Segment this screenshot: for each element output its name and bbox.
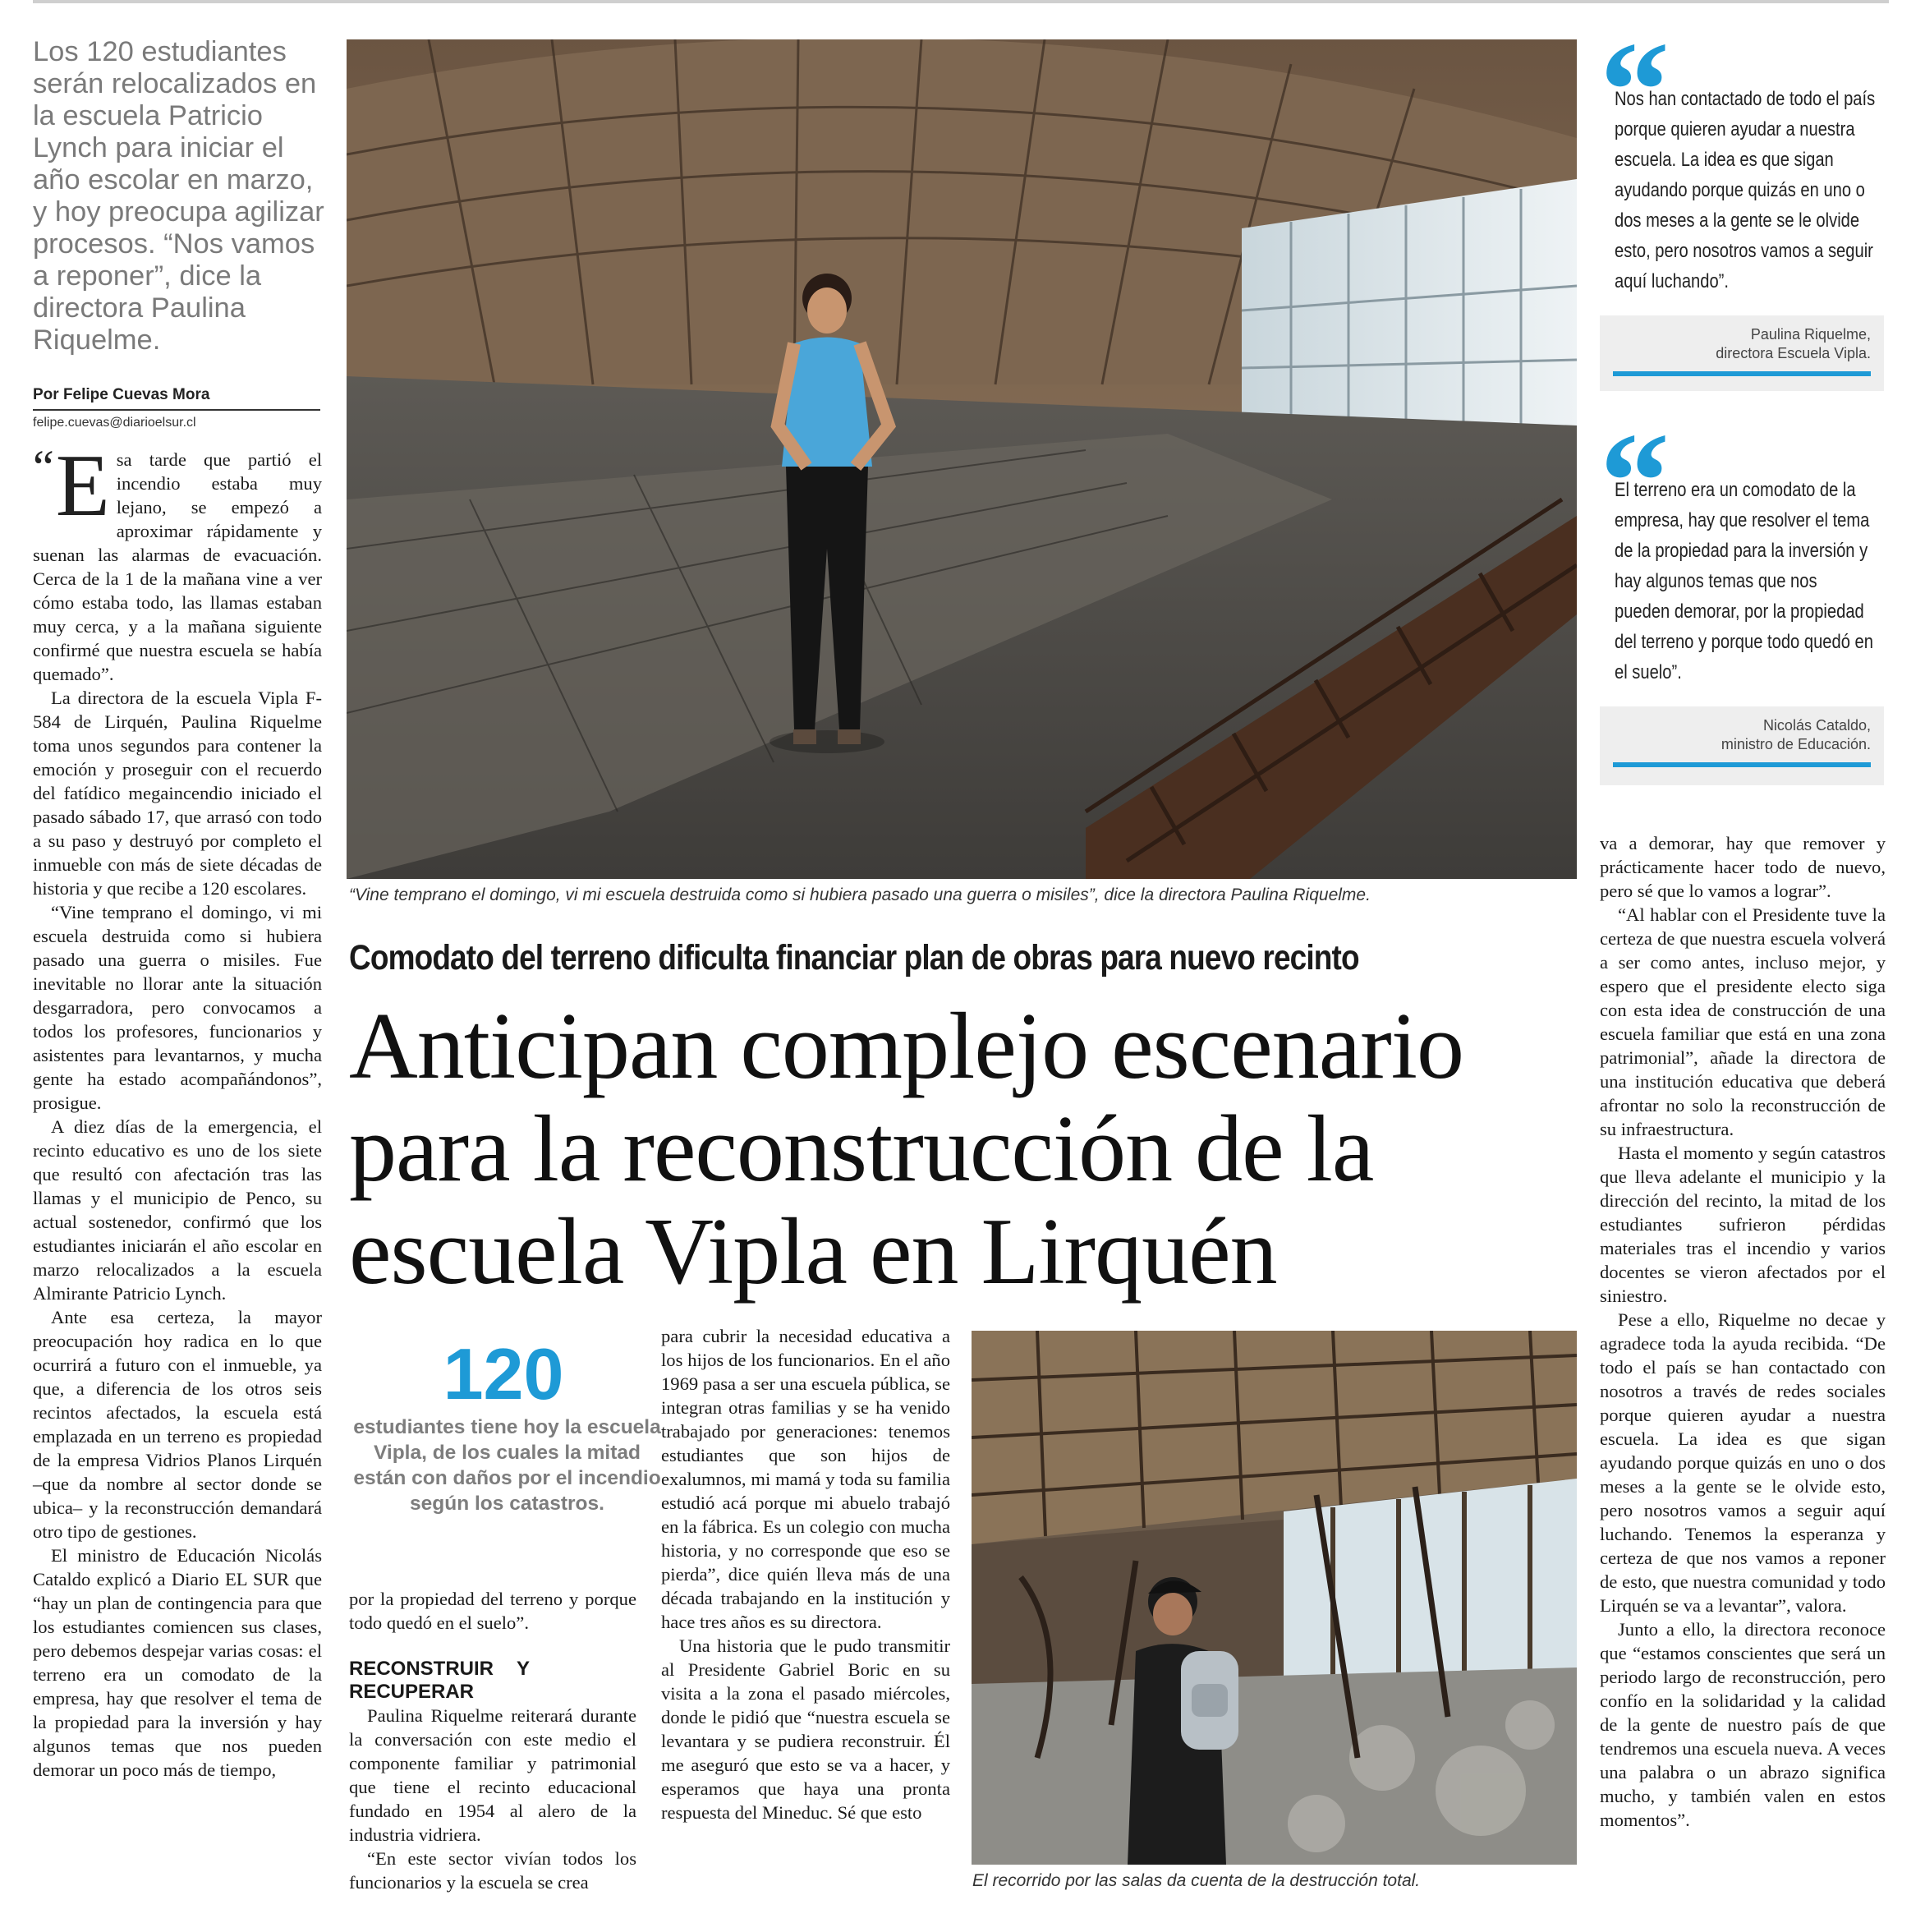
- second-photo-caption: El recorrido por las salas da cuenta de la destrucción total.: [972, 1871, 1421, 1890]
- quote-text: El terreno era un comodato de la empresa, hay que resolver el tema de la propiedad para la inversión y hay algunos temas que nos pueden demorar, por la propiedad del terreno y porque todo quedó en el suelo”.: [1615, 479, 1873, 683]
- paragraph: Junto a ello, la directora reconoce que “estamos conscientes que será un periodo largo de reconstrucción, pero confío en la solidaridad y la calidad de la gente de nuestro país de que tendremos una escuela nueva. A veces una palabra o un abrazo significa mucho, y también valen en estos momentos”.: [1600, 1619, 1886, 1830]
- headline-line-2: para la reconstrucción de la: [349, 1097, 1374, 1202]
- paragraph: va a demorar, hay que remover y prácticamente hacer todo de nuevo, pero sé que lo vamos a lograr”.: [1600, 833, 1886, 901]
- stat-description: estudiantes tiene hoy la escuela Vipla, de los cuales la mitad están con daños por el incendio según los catastros.: [353, 1416, 661, 1515]
- column-4: [1600, 831, 1886, 1832]
- burned-classroom-photo: [972, 1331, 1577, 1865]
- column-3: [661, 1324, 950, 1824]
- headline: [349, 996, 1589, 1304]
- quote-source-role: directora Escuela Vipla.: [1716, 345, 1871, 361]
- paragraph: “Al hablar con el Presidente tuve la certeza de que nuestra escuela volverá a ser como antes, incluso mejor, y espero que el presidente electo siga con esta idea de construcción de una escuela familiar que está en una zona patrimonial”, añade la directora de una institución educativa que deberá afrontar no solo la reconstrucción de su infraestructura.: [1600, 904, 1886, 1139]
- paragraph: Paulina Riquelme reiterará durante la conversación con este medio el componente familiar y patrimonial que tiene el recinto educacional fundado en 1954 al alero de la industria vidriera.: [349, 1705, 636, 1845]
- open-quote-glyph: “: [33, 440, 54, 494]
- quote-box-2: [1600, 404, 1884, 789]
- paragraph: “Vine temprano el domingo, vi mi escuela destruida como si hubiera pasado una guerra o misiles. Fue inevitable no llorar ante la situación desgarradora, pero convocamos a todos los profesores, funcionarios y asistentes para levantarnos, y mucha gente ha estado acompañándonos”, prosigue.: [33, 902, 322, 1113]
- second-photo: [972, 1331, 1577, 1865]
- kicker: Comodato del terreno dificulta financiar plan de obras para nuevo recinto: [349, 938, 1359, 978]
- author-email[interactable]: felipe.cuevas@diarioelsur.cl: [33, 416, 196, 430]
- paragraph: Hasta el momento y según catastros que lleva adelante el municipio y la dirección del recinto, la mitad de los estudiantes sufrieron pérdidas materiales tras el incendio y varios docentes se vieron afectados por el siniestro.: [1600, 1143, 1886, 1306]
- main-photo-caption: “Vine temprano el domingo, vi mi escuela destruida como si hubiera pasado una guerra o misiles”, dice la directora Paulina Riquelme.: [349, 886, 1371, 904]
- paragraph: El ministro de Educación Nicolás Cataldo explicó a Diario EL SUR que “hay un plan de contingencia para que los estudiantes comiencen sus clases, pero debemos despejar varias cosas: el terreno era un comodato de la empresa, hay que resolver el tema de la propiedad para la inversión y hay algunos temas que nos pueden demorar un poco más de tiempo,: [33, 1545, 322, 1780]
- stat-number: 120: [443, 1333, 564, 1414]
- quote-mark-icon: “: [1600, 13, 1670, 168]
- paragraph: A diez días de la emergencia, el recinto educativo es uno de los siete que resultó con afectación tras las llamas y el municipio de Penco, su actual sostenedor, confirmó que los estudiantes iniciarán el año escolar en marzo relocalizados a la escuela Almirante Patricio Lynch.: [33, 1116, 322, 1304]
- paragraph: Pese a ello, Riquelme no decae y agradece toda la ayuda recibida. “De todo el país se han contactado con nosotros a través de redes sociales porque quieren ayudar a nuestra escuela. La idea es que sigan ayudando porque quizás en uno o dos meses a la gente se le olvide esto, pero nosotros vamos a seguir aquí luchando. Tenemos la esperanza y certeza de que nos vamos a reponer de esto, que nuestra comunidad y todo Lirquén se va a levantar”, valora.: [1600, 1309, 1886, 1616]
- headline-line-3: escuela Vipla en Lirquén: [349, 1199, 1277, 1304]
- quote-source: [1600, 315, 1884, 391]
- paragraph: La directora de la escuela Vipla F-584 de Lirquén, Paulina Riquelme toma unos segundos para contener la emoción y proseguir con el recuerdo del fatídico megaincendio iniciado el pasado sábado 17, que arrasó con todo a su paso y destruyó por completo el inmueble con más de siete décadas de historia y que recibe a 120 escolares.: [33, 688, 322, 899]
- burned-gym-photo: [347, 39, 1577, 879]
- quote-mark-icon: “: [1600, 404, 1670, 559]
- paragraph: Ante esa certeza, la mayor preocupación hoy radica en lo que ocurrirá a futuro con el inmueble, ya que, a diferencia de los otros seis recintos afectados, la escuela está emplazada en un terreno es propiedad de la empresa Vidrios Planos Lirquén –que da nombre al sector donde se ubica– y la reconstrucción demandará otro tipo de gestiones.: [33, 1307, 322, 1542]
- author-name: Por Felipe Cuevas Mora: [33, 386, 320, 411]
- drop-cap: E: [55, 437, 110, 535]
- quote-text: Nos han contactado de todo el país porque quieren ayudar a nuestra escuela. La idea es que sigan ayudando porque quizás en uno o dos meses a la gente se le olvide esto, pero nosotros vamos a seguir aquí luchando”.: [1615, 88, 1876, 292]
- quote-source-name: Paulina Riquelme,: [1750, 326, 1871, 343]
- section-subhead: RECONSTRUIR Y RECUPERAR: [349, 1658, 530, 1703]
- quote-source: [1600, 706, 1884, 785]
- column-1: [33, 437, 322, 1782]
- main-photo: [347, 39, 1577, 879]
- top-rule: [33, 0, 1889, 3]
- quote-accent-bar: [1613, 371, 1871, 376]
- quote-source-role: ministro de Educación.: [1721, 736, 1871, 752]
- paragraph: por la propiedad del terreno y porque todo quedó en el suelo”.: [349, 1589, 636, 1633]
- paragraph: “En este sector vivían todos los funcionarios y la escuela se crea: [349, 1848, 636, 1893]
- paragraph: para cubrir la necesidad educativa a los hijos de los funcionarios. En el año 1969 pasa a ser una escuela pública, se integran otras familias y se ha venido trabajado por generaciones: tenemos estudiantes que son hijos de exalumnos, mi mamá y toda su familia estudió acá porque mi abuelo trabajó en la fábrica. Es un colegio con mucha historia, y no corresponde que eso se pierda”, dice quién lleva más de una década trabajando en la institución y hace tres años es su directora.: [661, 1326, 950, 1632]
- byline: [33, 386, 320, 430]
- quote-source-name: Nicolás Cataldo,: [1762, 717, 1871, 734]
- quote-box-1: [1600, 13, 1884, 393]
- headline-line-1: Anticipan complejo escenario: [349, 994, 1464, 1099]
- paragraph: Una historia que le pudo transmitir al Presidente Gabriel Boric en su visita a la zona el pasado miércoles, donde le pidió que “nuestra escuela se levantara y se pudiera reconstruir. Él me aseguró que esto se va a hacer, y esperamos que haya una pronta respuesta del Mineduc. Sé que esto: [661, 1635, 950, 1823]
- paragraph: “ E sa tarde que partió el incendio estaba muy lejano, se empezó a aproximar rápidamente y suenan las alarmas de evacuación. Cerca de la 1 de la mañana vine a ver cómo estaba todo, las llamas estaban muy cerca, y a la mañana siguiente confirmé que nuestra escuela se había quemado”.: [33, 437, 322, 684]
- column-2: [349, 1587, 636, 1894]
- quote-accent-bar: [1613, 762, 1871, 767]
- lead-deck: Los 120 estudiantes serán relocalizados en la escuela Patricio Lynch para iniciar el año escolar en marzo, y hoy preocupa agilizar procesos. “Nos vamos a reponer”, dice la directora Paulina Riquelme.: [33, 36, 324, 356]
